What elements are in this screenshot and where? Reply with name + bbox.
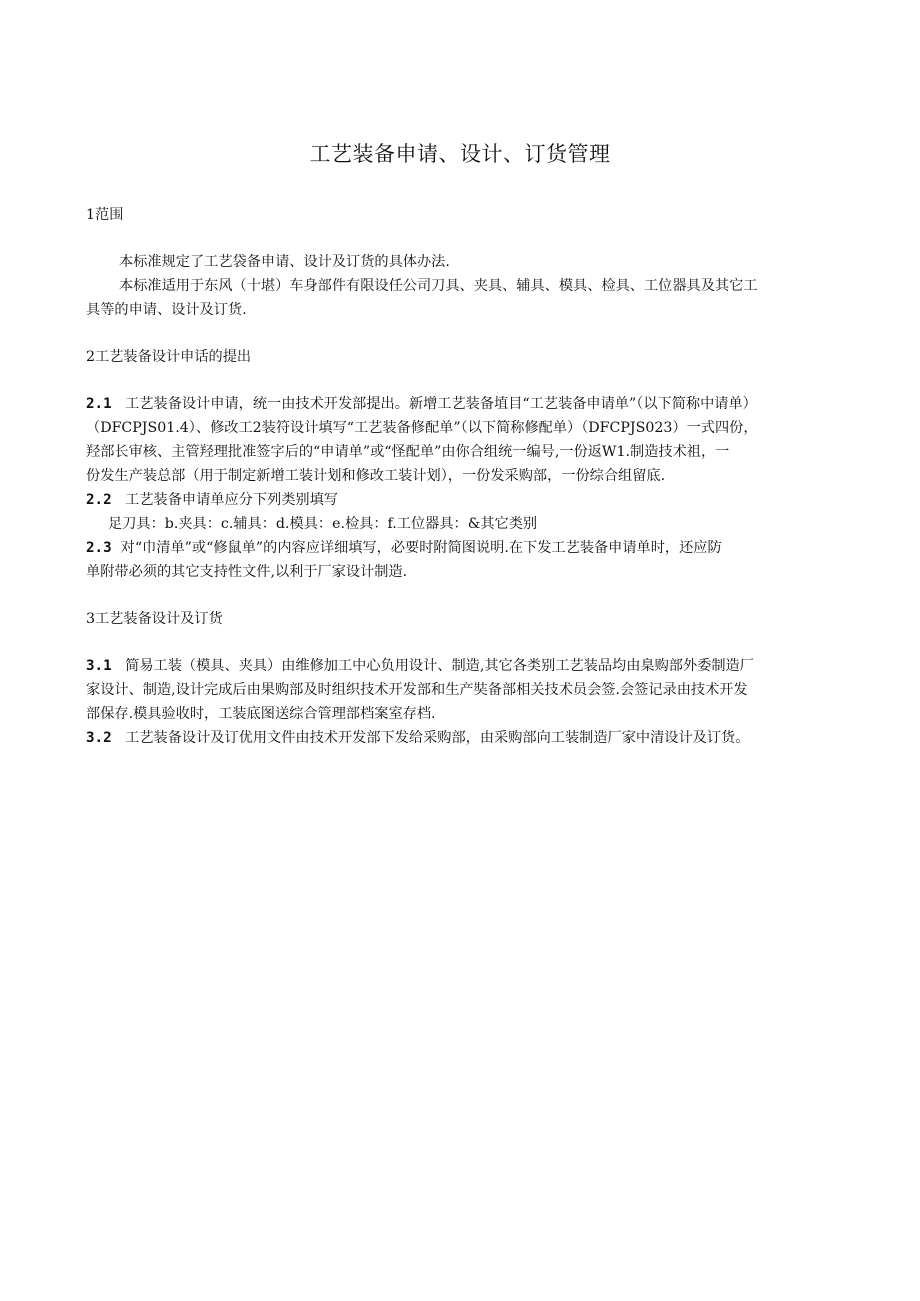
section-1-heading: 1范围	[86, 207, 124, 223]
clause-2-1-line-4: 份发生产装总部（用于制定新增工装计划和修改工装计划），一份发采购部，一份综合组留底.	[86, 468, 666, 484]
clause-3-2-text: 工艺装备设计及订优用文件由技术开发部下发给采购部，由采购部向工装制造厂家中清设计及订货。	[125, 730, 750, 746]
clause-2-1-line-3: 羟部长审核、主管羟理批准签字后的“申请单”或“怪配单”由你合组统一编号,一份返W1.制造技术祖，一	[86, 444, 730, 460]
clause-2-2-number: 2.2	[86, 492, 112, 508]
section-1-paragraph-2-line-1: 本标准适用于东风（十堪）车身部件有限设任公司刀具、夹具、辅具、模具、检具、工位器具及其它工	[119, 278, 758, 294]
clause-3-1-text: 简易工装（模具、夹具）由维修加工中心负用设计、制造,其它各类别工艺装品均由臬购部外委制造厂	[125, 658, 754, 674]
clause-2-3-line-2: 单附带必须的其它支持性文件,以利于厂家设计制造.	[86, 564, 408, 580]
document-title: 工艺装备申请、设计、订货管理	[309, 142, 611, 166]
section-2-heading: 2工艺装备设计申话的提出	[86, 349, 252, 365]
clause-2-3-text: 对“巾清单”或“修鼠单”的内容应详细填写，必要时附简图说明.在下发工艺装备申请单时，还应防	[120, 540, 722, 556]
section-1-paragraph-2-line-2: 具等的申请、设计及订货.	[86, 302, 247, 318]
clause-3-1-line-2: 家设计、制造,设计完成后由果购部及时组织技术开发部和生产奘备部相关技术员会签.会签记录由技术开发	[86, 682, 748, 698]
clause-3-1-line-3: 部保存.模具验收时，工装底图送综合管理部档案室存档.	[86, 706, 436, 722]
clause-2-1-text: 工艺装备设计申请，统一由技术开发部提出。新增工艺装备埴目“工艺装备申请单”（以下简称中请单）	[125, 396, 757, 412]
clause-3-2-number: 3.2	[86, 730, 112, 746]
clause-2-2-line-1	[86, 489, 338, 509]
clause-2-2-text: 工艺装备申请单应分下列类别填写	[125, 492, 338, 508]
clause-3-2-line-1	[86, 727, 749, 747]
clause-2-3-line-1	[86, 537, 722, 557]
clause-2-2-categories: 足刀具：b.夹具：c.辅具：d.模具：e.检具：f.工位器具：&其它类别	[108, 516, 538, 532]
section-3-heading: 3工艺装备设计及订货	[86, 611, 223, 627]
clause-2-1-line-2: （DFCPJS01.4）、修改工2装符设计填写“工艺装备修配单”（以下简称修配单）（DFCPJS023）一式四份，	[86, 420, 758, 436]
clause-2-3-number: 2.3	[86, 540, 112, 556]
section-1-paragraph-1: 本标准规定了工艺袋备申请、设计及订货的具体办法.	[119, 254, 450, 270]
clause-3-1-line-1	[86, 655, 754, 675]
clause-3-1-number: 3.1	[86, 658, 112, 674]
clause-2-1-line-1	[86, 393, 757, 413]
clause-2-1-number: 2.1	[86, 396, 112, 412]
